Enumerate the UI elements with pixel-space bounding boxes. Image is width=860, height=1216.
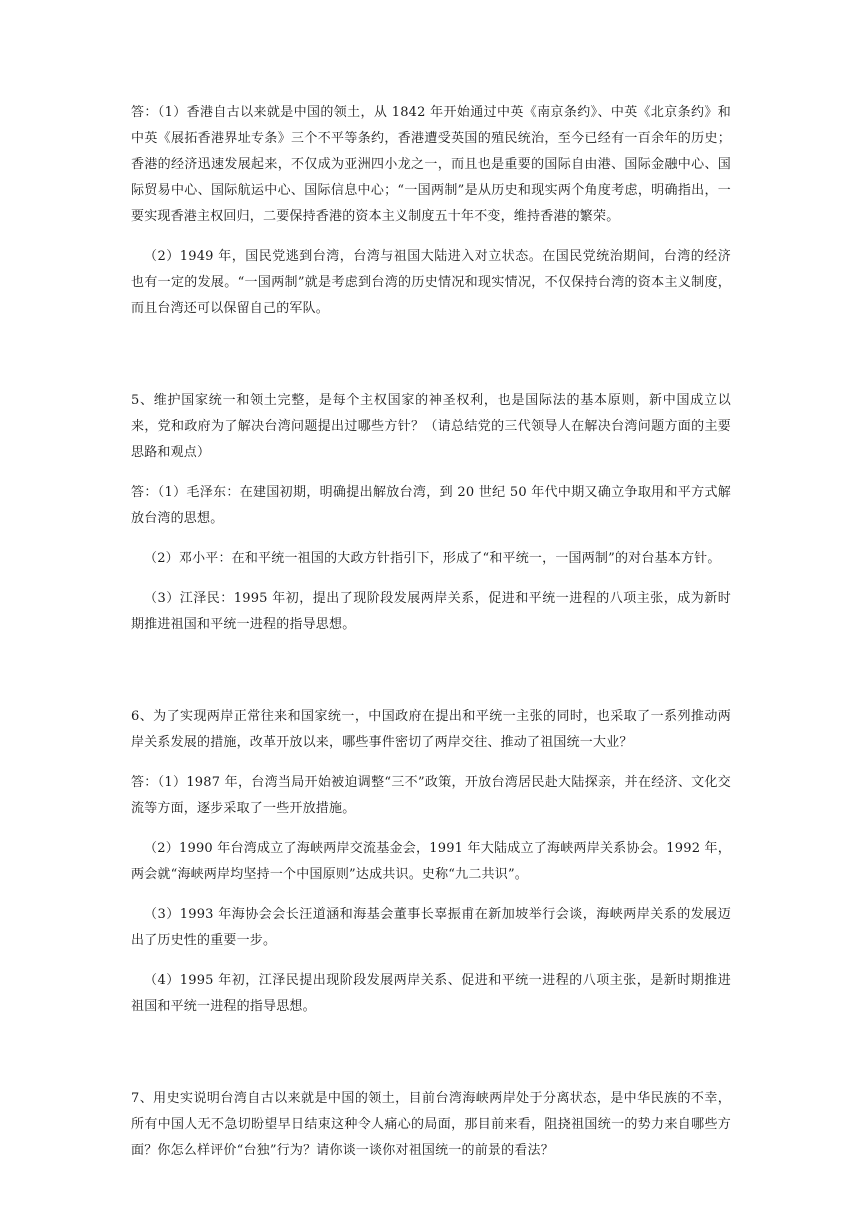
document-page bbox=[131, 100, 731, 1164]
question-6: 6、为了实现两岸正常往来和国家统一，中国政府在提出和平统一主张的同时，也采取了一系列推动两岸关系发展的措施，改革开放以来，哪些事件密切了两岸交往、推动了祖国统一大业？ bbox=[131, 709, 731, 750]
answer-5-part-3: （3）江泽民：1995 年初，提出了现阶段发展两岸关系，促进和平统一进程的八项主张，成为新时期推进祖国和平统一进程的指导思想。 bbox=[131, 591, 731, 632]
answer-6-part-3: （3）1993 年海协会会长汪道涵和海基会董事长辜振甫在新加坡举行会谈，海峡两岸关系的发展迈出了历史性的重要一步。 bbox=[131, 907, 731, 948]
answer-5-part-2: （2）邓小平：在和平统一祖国的大政方针指引下，形成了“和平统一，一国两制”的对台基本方针。 bbox=[144, 551, 721, 566]
answer-6-part-1: 答：（1）1987 年，台湾当局开始被迫调整“三不”政策，开放台湾居民赴大陆探亲，并在经济、文化交流等方面，逐步采取了一些开放措施。 bbox=[131, 775, 731, 816]
answer-5-part-1: 答：（1）毛泽东：在建国初期，明确提出解放台湾，到 20 世纪 50 年代中期又确立争取用和平方式解放台湾的思想。 bbox=[131, 485, 731, 526]
question-5: 5、维护国家统一和领土完整，是每个主权国家的神圣权利，也是国际法的基本原则，新中国成立以来，党和政府为了解决台湾问题提出过哪些方针？（请总结党的三代领导人在解决台湾问题方面的主要思路和观点） bbox=[131, 393, 731, 460]
answer-4-part-2: （2）1949 年，国民党逃到台湾，台湾与祖国大陆进入对立状态。在国民党统治期间，台湾的经济也有一定的发展。“一国两制”就是考虑到台湾的历史情况和现实情况，不仅保持台湾的资本主义制度，而且台湾还可以保留自己的军队。 bbox=[131, 249, 731, 316]
answer-6-part-4: （4）1995 年初，江泽民提出现阶段发展两岸关系、促进和平统一进程的八项主张，是新时期推进祖国和平统一进程的指导思想。 bbox=[131, 973, 731, 1014]
question-7: 7、用史实说明台湾自古以来就是中国的领土，目前台湾海峡两岸处于分离状态，是中华民族的不幸，所有中国人无不急切盼望早日结束这种令人痛心的局面，那目前来看，阻挠祖国统一的势力来自哪些方面？你怎么样评价“台独”行为？请你谈一谈你对祖国统一的前景的看法？ bbox=[131, 1091, 731, 1158]
answer-4-part-1: 答：（1）香港自古以来就是中国的领土，从 1842 年开始通过中英《南京条约》、中英《北京条约》和中英《展拓香港界址专条》三个不平等条约，香港遭受英国的殖民统治，至今已经有一百余年的历史；香港的经济迅速发展起来，不仅成为亚洲四小龙之一，而且也是重要的国际自由港、国际金融中心、国际贸易中心、国际航运中心、国际信息中心；“一国两制”是从历史和现实两个角度考虑，明确指出，一要实现香港主权回归，二要保持香港的资本主义制度五十年不变，维持香港的繁荣。 bbox=[131, 105, 731, 224]
answer-6-part-2: （2）1990 年台湾成立了海峡两岸交流基金会，1991 年大陆成立了海峡两岸关系协会。1992 年，两会就“海峡两岸均坚持一个中国原则”达成共识。史称“九二共识”。 bbox=[131, 841, 731, 882]
